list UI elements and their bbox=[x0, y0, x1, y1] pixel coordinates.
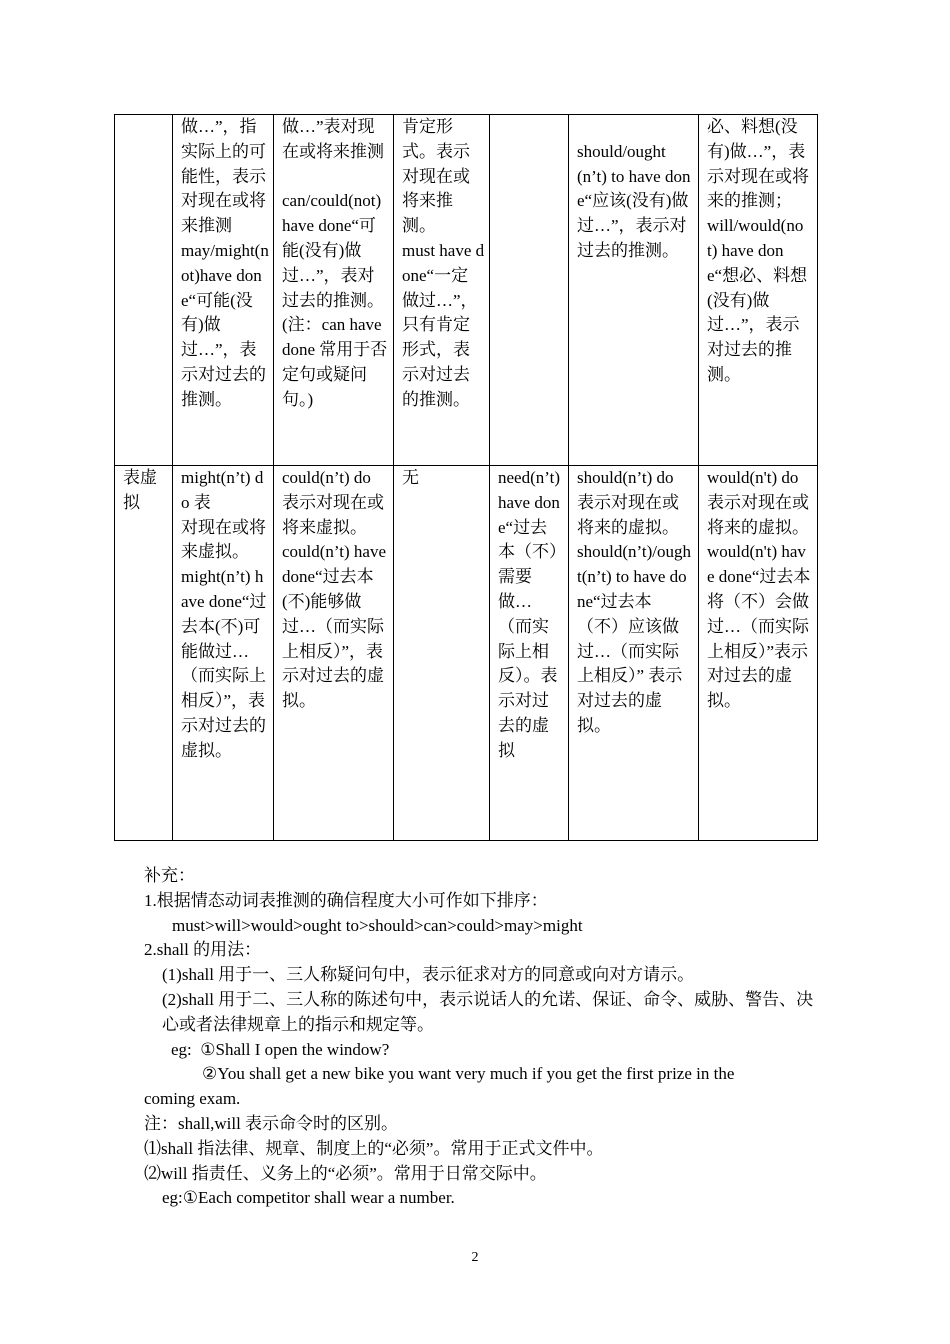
table-row bbox=[115, 466, 818, 841]
certainty-order: must>will>would>ought to>should>can>could>may>might bbox=[172, 915, 583, 935]
table-cell: 做…”，指实际上的可能性，表示对现在或将来推测 may/might(not)have done“可能(没有)做过…”，表示对过去的推测。 bbox=[173, 115, 274, 466]
table-row bbox=[115, 115, 818, 466]
table-cell: should(n’t) do 表示对现在或将来的虚拟。 should(n’t)/ought(n’t) to have done“过去本（不）应该做过…（而实际上相反）” 表示对过去的虚拟。 bbox=[569, 466, 699, 841]
table-cell: might(n’t) do 表 对现在或将来虚拟。 might(n’t) have done“过去本(不)可能做过…（而实际上相反）”，表示对过去的虚拟。 bbox=[173, 466, 274, 841]
item2-title: 2.shall 的用法： bbox=[144, 940, 262, 960]
table-cell: 无 bbox=[394, 466, 490, 841]
example-2-continued: coming exam. bbox=[144, 1089, 241, 1109]
note-2: ⑵will 指责任、义务上的“必须”。常用于日常交际中。 bbox=[144, 1163, 547, 1183]
example-2: ②You shall get a new bike you want very much if you get the first prize in the bbox=[202, 1064, 735, 1084]
table-cell: 肯定形式。表示对现在或将来推测。 must have done“一定做过…”，只有肯定形式，表示对过去的推测。 bbox=[394, 115, 490, 466]
table-cell: need(n’t) have done“过去本（不）需要做…（而实际上相反）。表示对过去的虚拟 bbox=[490, 466, 569, 841]
table-cell: would(n't) do 表示对现在或将来的虚拟。 would(n't) have done“过去本将（不）会做过…（而实际上相反）”表示对过去的虚拟。 bbox=[699, 466, 818, 841]
table-cell: 必、料想(没有)做…”，表示对现在或将来的推测； will/would(not) have done“想必、料想(没有)做过…”，表示对过去的推测。 bbox=[699, 115, 818, 466]
item1-title: 1.根据情态动词表推测的确信程度大小可作如下排序： bbox=[144, 890, 548, 910]
table-cell bbox=[115, 115, 173, 466]
page-number: 2 bbox=[471, 1250, 479, 1265]
shall-usage-2: (2)shall 用于二、三人称的陈述句中，表示说话人的允诺、保证、命令、威胁、警告、决心或者法律规章上的指示和规定等。 bbox=[162, 989, 814, 1034]
table-cell: 做…”表对现在或将来推测 can/could(not) have done“可能(没有)做过…”，表对过去的推测。(注：can have done 常用于否定句或疑问句。) bbox=[274, 115, 394, 466]
notes-heading: 补充： bbox=[144, 866, 195, 885]
example-3: eg:①Each competitor shall wear a number. bbox=[162, 1188, 455, 1208]
modal-verbs-table bbox=[114, 114, 818, 841]
table-cell: should/ought(n’t) to have done“应该(没有)做过…”，表示对过去的推测。 bbox=[569, 115, 699, 466]
example-1: eg: ①Shall I open the window? bbox=[171, 1039, 390, 1059]
supplement-notes bbox=[144, 864, 824, 1211]
note-1: ⑴shall 指法律、规章、制度上的“必须”。常用于正式文件中。 bbox=[144, 1138, 604, 1158]
table-cell: 表虚拟 bbox=[115, 466, 173, 841]
table-cell: could(n’t) do 表示对现在或将来虚拟。 could(n’t) have done“过去本(不)能够做过…（而实际上相反）”，表示对过去的虚拟。 bbox=[274, 466, 394, 841]
note-title: 注：shall,will 表示命令时的区别。 bbox=[144, 1113, 399, 1133]
table-cell bbox=[490, 115, 569, 466]
shall-usage-1: (1)shall 用于一、三人称疑问句中，表示征求对方的同意或向对方请示。 bbox=[162, 965, 695, 985]
